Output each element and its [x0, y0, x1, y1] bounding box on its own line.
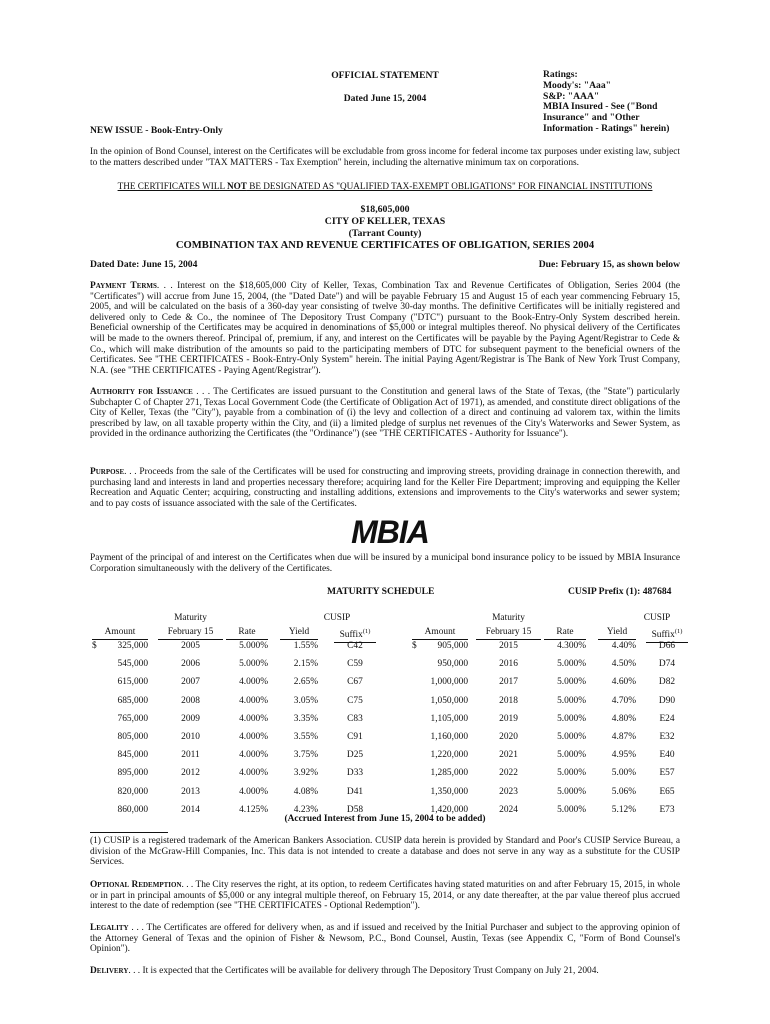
ratings-block	[543, 70, 743, 135]
maturity-cell-rate: 4.000%	[239, 677, 268, 688]
notice-text: THE CERTIFICATES WILL	[117, 181, 228, 191]
header-february: February 15	[158, 626, 223, 640]
currency-symbol: $	[412, 641, 417, 651]
cusip-prefix: CUSIP Prefix (1): 487684	[568, 586, 672, 597]
dated-date: Dated Date: June 15, 2004	[90, 259, 198, 270]
maturity-cell-year: 2018	[499, 695, 518, 706]
maturity-cell-cusip: D58	[346, 804, 364, 815]
section-heading: Authority for Issuance	[90, 387, 193, 397]
maturity-cell-yield: 4.95%	[611, 750, 636, 761]
payment-terms-paragraph	[90, 281, 680, 376]
mbia-logo-text: MBIA	[351, 516, 429, 546]
section-text: . . . Proceeds from the sale of the Certificates will be used for constructing and improving streets, providing drainage in connection therewith, and purchasing land and interests in land and properties necessary therefore; acquiring land for the Keller Fire Department; improving and equipping the Keller Recreation and Aquatic Center; acquiring, constructing and installing additions, extensions and improvements to the City's waterworks and sewer system; and to pay costs of issuance associated with the sale of the Certificates.	[90, 467, 680, 509]
maturity-cell-rate: 5.000%	[239, 659, 268, 670]
maturity-cell-amount: 805,000	[117, 732, 148, 742]
maturity-cell-cusip: D25	[346, 750, 364, 761]
cusip-footnote: (1) CUSIP is a registered trademark of the American Bankers Association. CUSIP data herein is provided by Standard and Poor's CUSIP Service Bureau, a division of the McGraw-Hill Companies, Inc. This data is not intended to create a database and does not serve in any way as a substitute for the CUSIP Services.	[90, 836, 680, 868]
maturity-cell-yield: 3.55%	[293, 732, 318, 742]
maturity-cell-cusip: C83	[347, 713, 363, 724]
issue-amount: $18,605,000	[360, 204, 410, 215]
maturity-cell-rate: 5.000%	[557, 659, 586, 670]
maturity-cell-rate: 4.125%	[239, 804, 268, 815]
maturity-cell-yield: 5.12%	[611, 804, 636, 815]
maturity-cell-rate: 4.000%	[239, 713, 268, 724]
header-cusip: CUSIP	[643, 613, 671, 623]
footnote-marker: (1)	[674, 628, 683, 635]
insurance-paragraph: Payment of the principal of and interest on the Certificates when due will be insured by a municipal bond insurance policy to be issued by MBIA Insurance Corporation simultaneously with the delivery of the Certificates.	[90, 553, 680, 574]
maturity-cell-yield: 4.50%	[611, 659, 636, 670]
maturity-cell-yield: 2.15%	[293, 659, 318, 670]
maturity-cell-year: 2016	[499, 659, 518, 670]
maturity-cell-amount: 845,000	[117, 750, 148, 761]
maturity-cell-year: 2011	[181, 750, 200, 761]
maturity-cell-amount: 1,160,000	[430, 732, 468, 742]
header-rate: Rate	[226, 626, 268, 640]
maturity-cell-amount: 1,220,000	[430, 750, 468, 761]
header-cusip-suffix-text: Suffix	[651, 630, 675, 641]
maturity-cell-cusip: D66	[658, 641, 676, 651]
maturity-cell-cusip: E24	[659, 713, 675, 724]
maturity-cell-yield: 4.23%	[293, 804, 318, 815]
maturity-cell-rate: 4.000%	[239, 732, 268, 742]
due-date: Due: February 15, as shown below	[538, 259, 680, 270]
footnote-rule	[90, 832, 168, 833]
maturity-cell-year: 2014	[181, 804, 200, 815]
maturity-cell-yield: 4.70%	[611, 695, 636, 706]
maturity-cell-cusip: E32	[659, 732, 675, 742]
maturity-cell-amount: 545,000	[117, 659, 148, 670]
maturity-cell-rate: 5.000%	[557, 677, 586, 688]
maturity-cell-cusip: E40	[659, 750, 675, 761]
header-amount: Amount	[412, 626, 468, 640]
new-issue-label: NEW ISSUE - Book-Entry-Only	[90, 125, 223, 136]
maturity-cell-year: 2010	[181, 732, 200, 742]
maturity-cell-amount: 1,285,000	[430, 768, 468, 779]
issue-title-block	[90, 204, 680, 252]
section-text: . . . Interest on the $18,605,000 City of Keller, Texas, Combination Tax and Revenue Certificates of Obligation, Series 2004 (the "Certificates") will accrue from June 15, 2004, (the "Dated Date") and will be payable February 15 and August 15 of each year commencing February 15, 2005, and will be calculated on the basis of a 360-day year consisting of twelve 30-day months. The definitive Certificates will be initially registered and delivered only to Cede & Co., the nominee of The Depository Trust Company ("DTC") pursuant to the Book-Entry-Only System described herein. Beneficial ownership of the Certificates may be acquired in denominations of $5,000 or integral multiples thereof. No physical delivery of the Certificates will be made to the owners thereof. Principal of, premium, if any, and interest on the Certificates will be payable by the Paying Agent/Registrar to Cede & Co., which will make distribution of the amounts so paid to the participating members of DTC for subsequent payment to the beneficial owners of the Certificates. See "THE CERTIFICATES - Book-Entry-Only System" herein. The initial Paying Agent/Registrar is The Bank of New York Trust Company, N.A. (see "THE CERTIFICATES - Paying Agent/Registrar").	[90, 281, 680, 376]
header-yield: Yield	[598, 626, 636, 640]
official-statement-title: OFFICIAL STATEMENT	[331, 70, 439, 81]
maturity-cell-yield: 5.00%	[611, 768, 636, 779]
maturity-schedule-heading: MATURITY SCHEDULE	[327, 586, 435, 597]
maturity-cell-rate: 4.000%	[239, 768, 268, 779]
maturity-cell-cusip: E65	[659, 786, 675, 797]
header-february: February 15	[476, 626, 541, 640]
currency-symbol: $	[92, 641, 97, 651]
maturity-cell-cusip: C91	[347, 732, 363, 742]
maturity-cell-yield: 3.05%	[293, 695, 318, 706]
ratings-line: Ratings:	[543, 69, 578, 80]
maturity-cell-rate: 5.000%	[557, 732, 586, 742]
maturity-cell-cusip: C75	[347, 695, 363, 706]
section-heading: Optional Redemption	[90, 880, 182, 890]
section-heading: Legality	[90, 923, 129, 933]
maturity-cell-cusip: C59	[347, 659, 363, 670]
accrued-interest-note: (Accrued Interest from June 15, 2004 to be added)	[284, 814, 486, 824]
maturity-cell-year: 2005	[181, 641, 200, 651]
maturity-cell-yield: 5.06%	[611, 786, 636, 797]
maturity-cell-amount: 765,000	[117, 713, 148, 724]
header-cusip: CUSIP	[323, 613, 351, 623]
maturity-cell-cusip: D33	[346, 768, 364, 779]
maturity-cell-yield: 4.87%	[611, 732, 636, 742]
maturity-cell-rate: 5.000%	[239, 641, 268, 651]
maturity-cell-rate: 5.000%	[557, 713, 586, 724]
header-rate: Rate	[544, 626, 586, 640]
maturity-cell-yield: 1.55%	[293, 641, 318, 651]
maturity-cell-year: 2006	[181, 659, 200, 670]
header-maturity: Maturity	[174, 613, 207, 623]
section-heading: Delivery	[90, 966, 129, 976]
maturity-cell-rate: 4.000%	[239, 750, 268, 761]
maturity-cell-year: 2012	[181, 768, 200, 779]
maturity-cell-amount: 325,000	[117, 641, 148, 651]
header-yield: Yield	[280, 626, 318, 640]
ratings-line: MBIA Insured - See ("Bond	[543, 101, 658, 113]
footnote-marker: (1)	[362, 628, 371, 635]
issuer-name: CITY OF KELLER, TEXAS	[324, 216, 446, 227]
maturity-cell-rate: 5.000%	[557, 750, 586, 761]
maturity-cell-cusip: C67	[347, 677, 363, 688]
legality-paragraph	[90, 923, 680, 955]
maturity-cell-year: 2015	[499, 641, 518, 651]
maturity-cell-cusip: D90	[658, 695, 676, 706]
mbia-logo	[340, 516, 440, 546]
maturity-cell-year: 2022	[499, 768, 518, 779]
designation-notice	[90, 181, 680, 191]
section-heading: Payment Terms	[90, 281, 157, 291]
maturity-cell-cusip: E73	[659, 804, 675, 815]
maturity-cell-cusip: D74	[658, 659, 676, 670]
purpose-paragraph	[90, 467, 680, 509]
maturity-cell-cusip: E57	[659, 768, 675, 779]
maturity-cell-rate: 5.000%	[557, 786, 586, 797]
maturity-cell-year: 2024	[499, 804, 518, 815]
maturity-cell-year: 2020	[499, 732, 518, 742]
section-heading: Purpose	[90, 467, 125, 477]
section-text: . . . The Certificates are issued pursuant to the Constitution and general laws of the State of Texas, (the "State") particularly Subchapter C of Chapter 271, Texas Local Government Code (the Certificate of Obligation Act of 1971), as amended, and constitute direct obligations of the City of Keller, Texas (the "City"), payable from a combination of (i) the levy and collection of a direct and continuing ad valorem tax, within the limits prescribed by law, on all taxable property within the City, and (ii) a limited pledge of surplus net revenues of the City's Waterworks and Sewer System, as provided in the ordinance authorizing the Certificates (the "Ordinance") (see "THE CERTIFICATES - Authority for Issuance").	[90, 387, 680, 440]
maturity-cell-yield: 3.92%	[293, 768, 318, 779]
maturity-cell-year: 2008	[181, 695, 200, 706]
maturity-cell-yield: 3.35%	[293, 713, 318, 724]
statement-date: Dated June 15, 2004	[343, 93, 427, 104]
maturity-cell-year: 2009	[181, 713, 200, 724]
maturity-cell-amount: 615,000	[117, 677, 148, 688]
section-text: . . . The City reserves the right, at its option, to redeem Certificates having stated maturities on and after February 15, 2015, in whole or in part in principal amounts of $5,000 or any integral multiple thereof, on February 15, 2014, or any date thereafter, at the par value thereof plus accrued interest to the date of redemption (see "THE CERTIFICATES - Optional Redemption").	[90, 880, 680, 912]
maturity-cell-amount: 685,000	[117, 695, 148, 706]
notice-text: BE DESIGNATED AS "QUALIFIED TAX-EXEMPT OBLIGATIONS" FOR FINANCIAL INSTITUTIONS	[246, 181, 653, 191]
maturity-cell-amount: 1,420,000	[430, 804, 468, 815]
maturity-cell-year: 2019	[499, 713, 518, 724]
section-text: . . . It is expected that the Certificates will be available for delivery through The Depository Trust Company on July 21, 2004.	[128, 966, 599, 976]
maturity-cell-year: 2017	[499, 677, 518, 688]
maturity-cell-yield: 4.08%	[293, 786, 318, 797]
header-amount: Amount	[92, 626, 148, 640]
header-maturity: Maturity	[492, 613, 525, 623]
maturity-cell-amount: 820,000	[117, 786, 148, 797]
delivery-paragraph	[90, 966, 680, 977]
maturity-cell-rate: 5.000%	[557, 768, 586, 779]
maturity-cell-rate: 4.300%	[557, 641, 586, 651]
maturity-cell-cusip: D82	[658, 677, 676, 688]
maturity-cell-yield: 4.60%	[611, 677, 636, 688]
maturity-cell-amount: 1,050,000	[430, 695, 468, 706]
ratings-line: Insurance" and "Other	[543, 112, 640, 124]
maturity-cell-year: 2021	[499, 750, 518, 761]
maturity-cell-amount: 1,105,000	[430, 713, 468, 724]
maturity-cell-amount: 905,000	[437, 641, 468, 651]
maturity-cell-rate: 5.000%	[557, 695, 586, 706]
optional-redemption-paragraph	[90, 880, 680, 912]
maturity-cell-year: 2013	[181, 786, 200, 797]
ratings-line: Moody's: "Aaa"	[543, 79, 611, 91]
header-cusip-suffix-text: Suffix	[339, 630, 363, 641]
maturity-cell-amount: 1,000,000	[430, 677, 468, 688]
maturity-cell-yield: 3.75%	[293, 750, 318, 761]
ratings-line: S&P: "AAA"	[543, 90, 600, 102]
series-title: COMBINATION TAX AND REVENUE CERTIFICATES OF OBLIGATION, SERIES 2004	[175, 240, 595, 251]
maturity-cell-amount: 950,000	[437, 659, 468, 670]
maturity-cell-cusip: C42	[347, 641, 363, 651]
maturity-cell-rate: 4.000%	[239, 786, 268, 797]
maturity-cell-yield: 2.65%	[293, 677, 318, 688]
maturity-cell-yield: 4.80%	[611, 713, 636, 724]
maturity-cell-year: 2023	[499, 786, 518, 797]
notice-emphasis: NOT	[227, 181, 247, 191]
ratings-line: Information - Ratings" herein)	[543, 122, 670, 134]
tax-opinion-paragraph: In the opinion of Bond Counsel, interest on the Certificates will be excludable from gross income for federal income tax purposes under existing law, subject to the matters described under "TAX MATTERS - Tax Exemption" herein, including the alternative minimum tax on corporations.	[90, 147, 680, 168]
maturity-cell-amount: 895,000	[117, 768, 148, 779]
maturity-cell-year: 2007	[181, 677, 200, 688]
issuer-county: (Tarrant County)	[348, 228, 422, 239]
maturity-cell-amount: 860,000	[117, 804, 148, 815]
section-text: . . . The Certificates are offered for delivery when, as and if issued and received by the Initial Purchaser and subject to the approving opinion of the Attorney General of Texas and the opinion of Fisher & Newsom, P.C., Bond Counsel, Austin, Texas (see Appendix C, "Form of Bond Counsel's Opinion").	[90, 923, 680, 955]
maturity-cell-amount: 1,350,000	[430, 786, 468, 797]
maturity-cell-rate: 5.000%	[557, 804, 586, 815]
maturity-cell-cusip: D41	[346, 786, 364, 797]
maturity-cell-yield: 4.40%	[611, 641, 636, 651]
authority-paragraph	[90, 387, 680, 440]
maturity-cell-rate: 4.000%	[239, 695, 268, 706]
